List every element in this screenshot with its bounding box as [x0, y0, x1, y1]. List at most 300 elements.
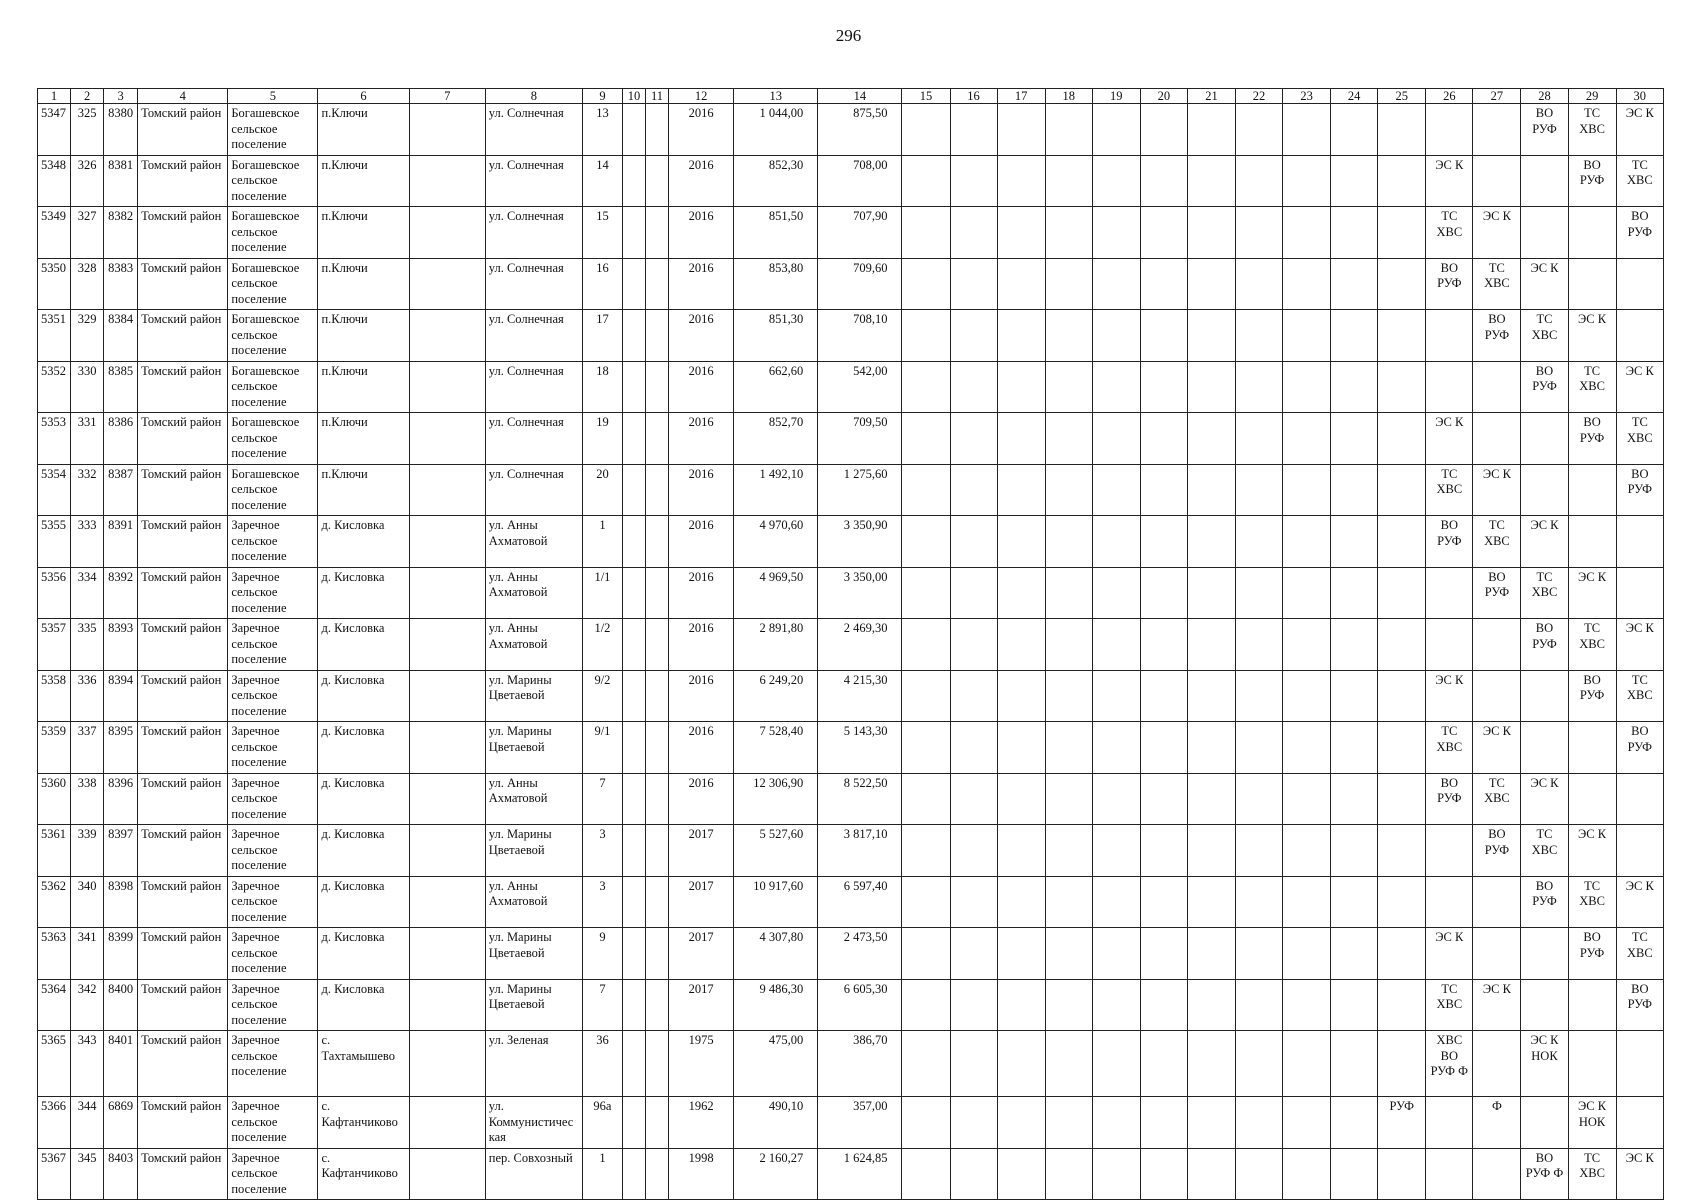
- table-cell: [997, 413, 1045, 465]
- table-cell: ВО РУФ: [1616, 464, 1663, 516]
- table-cell: 2017: [669, 876, 734, 928]
- table-cell: [1045, 155, 1092, 207]
- table-cell: 708,00: [818, 155, 902, 207]
- table-cell: [646, 310, 669, 362]
- table-cell: 2 891,80: [734, 619, 818, 671]
- table-cell: 5360: [38, 773, 71, 825]
- table-cell: Заречное сельское поселение: [228, 722, 318, 774]
- table-cell: [1426, 310, 1473, 362]
- table-cell: Томский район: [138, 413, 228, 465]
- table-cell: [1092, 979, 1140, 1031]
- table-cell: Заречное сельское поселение: [228, 773, 318, 825]
- table-cell: 5351: [38, 310, 71, 362]
- table-cell: [1092, 516, 1140, 568]
- column-header: 6: [318, 89, 409, 104]
- table-cell: с. Кафтанчиково: [318, 1097, 409, 1149]
- table-cell: Заречное сельское поселение: [228, 1031, 318, 1097]
- table-cell: 709,50: [818, 413, 902, 465]
- table-cell: [1045, 928, 1092, 980]
- table-cell: ТС ХВС: [1473, 258, 1521, 310]
- table-cell: Томский район: [138, 258, 228, 310]
- table-cell: [1521, 670, 1568, 722]
- table-cell: Томский район: [138, 1148, 228, 1200]
- table-cell: [950, 207, 997, 259]
- table-cell: [1283, 670, 1331, 722]
- table-cell: Заречное сельское поселение: [228, 567, 318, 619]
- table-cell: [1092, 258, 1140, 310]
- table-cell: [1568, 258, 1616, 310]
- table-cell: 1975: [669, 1031, 734, 1097]
- table-cell: д. Кисловка: [318, 979, 409, 1031]
- table-cell: [997, 104, 1045, 156]
- table-cell: 8 522,50: [818, 773, 902, 825]
- column-header: 24: [1331, 89, 1378, 104]
- table-cell: [1331, 773, 1378, 825]
- table-row: [38, 310, 1664, 362]
- table-cell: 18: [582, 361, 622, 413]
- table-cell: 1/2: [582, 619, 622, 671]
- table-cell: [1568, 516, 1616, 568]
- table-cell: [1187, 876, 1235, 928]
- table-cell: Заречное сельское поселение: [228, 1097, 318, 1149]
- table-cell: [1187, 567, 1235, 619]
- table-row: [38, 619, 1664, 671]
- table-cell: [646, 979, 669, 1031]
- table-cell: [1235, 310, 1282, 362]
- table-cell: [950, 413, 997, 465]
- table-cell: [1092, 1148, 1140, 1200]
- column-header: 22: [1235, 89, 1282, 104]
- table-cell: ул. Солнечная: [485, 361, 582, 413]
- table-cell: 1: [582, 516, 622, 568]
- table-cell: [950, 722, 997, 774]
- table-cell: Богашевское сельское поселение: [228, 104, 318, 156]
- table-cell: [997, 516, 1045, 568]
- table-cell: 331: [71, 413, 104, 465]
- table-cell: [1187, 1031, 1235, 1097]
- table-cell: [409, 258, 485, 310]
- table-cell: 3 350,90: [818, 516, 902, 568]
- table-cell: [1426, 1097, 1473, 1149]
- table-cell: ЭС К: [1568, 310, 1616, 362]
- table-cell: 17: [582, 310, 622, 362]
- column-header: 16: [950, 89, 997, 104]
- table-cell: [1092, 1031, 1140, 1097]
- table-cell: ул. Марины Цветаевой: [485, 670, 582, 722]
- table-cell: ул. Коммунистическая: [485, 1097, 582, 1149]
- table-cell: 20: [582, 464, 622, 516]
- table-cell: 475,00: [734, 1031, 818, 1097]
- table-cell: с. Кафтанчиково: [318, 1148, 409, 1200]
- table-cell: [1283, 619, 1331, 671]
- table-cell: 328: [71, 258, 104, 310]
- column-header: 14: [818, 89, 902, 104]
- table-cell: [1473, 413, 1521, 465]
- table-cell: 12 306,90: [734, 773, 818, 825]
- table-cell: [1331, 928, 1378, 980]
- table-cell: [902, 1031, 950, 1097]
- table-cell: ВО РУФ: [1521, 104, 1568, 156]
- table-cell: 5354: [38, 464, 71, 516]
- table-cell: п.Ключи: [318, 155, 409, 207]
- table-cell: [1473, 876, 1521, 928]
- table-cell: 96а: [582, 1097, 622, 1149]
- table-cell: [1045, 258, 1092, 310]
- table-cell: [409, 464, 485, 516]
- table-cell: [622, 104, 645, 156]
- table-cell: [1283, 876, 1331, 928]
- table-cell: Томский район: [138, 670, 228, 722]
- table-cell: 4 307,80: [734, 928, 818, 980]
- table-cell: [950, 516, 997, 568]
- table-cell: [1378, 104, 1426, 156]
- table-cell: [950, 1031, 997, 1097]
- table-cell: [1235, 464, 1282, 516]
- table-cell: д. Кисловка: [318, 619, 409, 671]
- table-cell: [1568, 979, 1616, 1031]
- table-cell: 1998: [669, 1148, 734, 1200]
- table-cell: [646, 104, 669, 156]
- table-cell: 3 817,10: [818, 825, 902, 877]
- table-cell: ЭС К: [1616, 619, 1663, 671]
- table-cell: [1187, 825, 1235, 877]
- table-cell: [1235, 979, 1282, 1031]
- table-cell: [1092, 773, 1140, 825]
- table-cell: [1568, 1031, 1616, 1097]
- table-cell: [902, 1148, 950, 1200]
- table-cell: 357,00: [818, 1097, 902, 1149]
- table-cell: ЭС К: [1426, 670, 1473, 722]
- table-cell: 8380: [104, 104, 138, 156]
- table-cell: 5350: [38, 258, 71, 310]
- table-cell: 2016: [669, 516, 734, 568]
- table-cell: [1235, 1097, 1282, 1149]
- table-cell: [1045, 825, 1092, 877]
- table-cell: [902, 670, 950, 722]
- table-cell: 6 597,40: [818, 876, 902, 928]
- table-cell: д. Кисловка: [318, 670, 409, 722]
- table-cell: 329: [71, 310, 104, 362]
- table-cell: [1378, 207, 1426, 259]
- table-cell: ТС ХВС: [1616, 670, 1663, 722]
- table-cell: [646, 567, 669, 619]
- table-cell: Заречное сельское поселение: [228, 876, 318, 928]
- table-cell: [646, 207, 669, 259]
- table-cell: [622, 155, 645, 207]
- table-cell: [1045, 1148, 1092, 1200]
- table-cell: 8395: [104, 722, 138, 774]
- table-cell: [902, 258, 950, 310]
- table-cell: 2016: [669, 207, 734, 259]
- column-header: 18: [1045, 89, 1092, 104]
- table-cell: [409, 928, 485, 980]
- table-cell: ВО РУФ: [1521, 619, 1568, 671]
- table-cell: [1283, 516, 1331, 568]
- table-cell: ТС ХВС: [1568, 104, 1616, 156]
- table-cell: 5353: [38, 413, 71, 465]
- table-cell: ТС ХВС: [1426, 722, 1473, 774]
- table-row: [38, 567, 1664, 619]
- table-cell: Томский район: [138, 722, 228, 774]
- table-cell: [1331, 979, 1378, 1031]
- table-cell: [409, 722, 485, 774]
- table-cell: ВО РУФ: [1473, 825, 1521, 877]
- table-cell: [646, 722, 669, 774]
- table-cell: [622, 876, 645, 928]
- table-cell: [950, 979, 997, 1031]
- table-cell: ХВС ВО РУФ Ф: [1426, 1031, 1473, 1097]
- register-table: [37, 88, 1664, 1200]
- table-row: [38, 670, 1664, 722]
- table-cell: [1331, 722, 1378, 774]
- table-cell: [646, 619, 669, 671]
- column-header: 15: [902, 89, 950, 104]
- table-cell: [1092, 464, 1140, 516]
- table-cell: [950, 310, 997, 362]
- table-cell: ВО РУФ: [1616, 722, 1663, 774]
- table-cell: [902, 619, 950, 671]
- table-cell: ЭС К НОК: [1568, 1097, 1616, 1149]
- table-cell: [1283, 1148, 1331, 1200]
- table-cell: [950, 104, 997, 156]
- table-cell: [902, 567, 950, 619]
- column-header: 30: [1616, 89, 1663, 104]
- table-cell: [409, 619, 485, 671]
- table-cell: 8397: [104, 825, 138, 877]
- table-cell: 2016: [669, 361, 734, 413]
- table-cell: [1045, 722, 1092, 774]
- table-cell: [997, 773, 1045, 825]
- table-cell: [622, 567, 645, 619]
- table-cell: ул. Солнечная: [485, 258, 582, 310]
- table-cell: ВО РУФ: [1426, 516, 1473, 568]
- table-cell: 344: [71, 1097, 104, 1149]
- table-cell: [1521, 155, 1568, 207]
- column-header: 17: [997, 89, 1045, 104]
- table-cell: [646, 825, 669, 877]
- table-cell: [1187, 619, 1235, 671]
- table-cell: [1331, 1097, 1378, 1149]
- table-cell: [622, 464, 645, 516]
- table-cell: [1140, 207, 1187, 259]
- table-cell: [1473, 1148, 1521, 1200]
- table-cell: [1140, 464, 1187, 516]
- table-cell: 2016: [669, 722, 734, 774]
- table-cell: 2 469,30: [818, 619, 902, 671]
- column-header: 4: [138, 89, 228, 104]
- table-cell: [902, 464, 950, 516]
- table-cell: Томский район: [138, 1031, 228, 1097]
- table-cell: [1235, 361, 1282, 413]
- table-cell: [902, 1097, 950, 1149]
- column-header: 7: [409, 89, 485, 104]
- table-cell: 1962: [669, 1097, 734, 1149]
- table-cell: [409, 516, 485, 568]
- table-cell: [1331, 361, 1378, 413]
- table-cell: [1045, 207, 1092, 259]
- table-cell: 2 473,50: [818, 928, 902, 980]
- table-cell: [1092, 1097, 1140, 1149]
- table-cell: [950, 773, 997, 825]
- table-cell: [622, 773, 645, 825]
- column-header: 13: [734, 89, 818, 104]
- table-cell: [1331, 1148, 1378, 1200]
- column-header: 28: [1521, 89, 1568, 104]
- table-cell: 5355: [38, 516, 71, 568]
- table-cell: [1378, 928, 1426, 980]
- table-cell: 5 527,60: [734, 825, 818, 877]
- table-cell: [997, 825, 1045, 877]
- table-cell: 338: [71, 773, 104, 825]
- table-cell: ул. Солнечная: [485, 464, 582, 516]
- table-cell: [902, 361, 950, 413]
- table-cell: 1 492,10: [734, 464, 818, 516]
- table-cell: [1521, 722, 1568, 774]
- table-cell: [902, 155, 950, 207]
- table-cell: ТС ХВС: [1616, 928, 1663, 980]
- table-cell: [1426, 825, 1473, 877]
- table-cell: [646, 361, 669, 413]
- table-cell: [1092, 155, 1140, 207]
- table-cell: [902, 310, 950, 362]
- table-cell: [1235, 825, 1282, 877]
- table-cell: [1140, 567, 1187, 619]
- table-cell: 8392: [104, 567, 138, 619]
- table-cell: 4 970,60: [734, 516, 818, 568]
- table-cell: Томский район: [138, 104, 228, 156]
- table-cell: ВО РУФ Ф: [1521, 1148, 1568, 1200]
- table-cell: 490,10: [734, 1097, 818, 1149]
- table-cell: 853,80: [734, 258, 818, 310]
- table-cell: 8396: [104, 773, 138, 825]
- table-cell: ТС ХВС: [1473, 516, 1521, 568]
- table-cell: [646, 670, 669, 722]
- table-cell: ЭС К: [1568, 825, 1616, 877]
- table-cell: [646, 258, 669, 310]
- table-cell: [1331, 155, 1378, 207]
- table-cell: 330: [71, 361, 104, 413]
- table-cell: 8387: [104, 464, 138, 516]
- table-cell: ВО РУФ: [1473, 567, 1521, 619]
- table-cell: ВО РУФ: [1616, 207, 1663, 259]
- table-cell: [902, 825, 950, 877]
- table-cell: Томский район: [138, 310, 228, 362]
- table-cell: ул. Солнечная: [485, 310, 582, 362]
- table-cell: Заречное сельское поселение: [228, 928, 318, 980]
- table-cell: 851,50: [734, 207, 818, 259]
- table-cell: [1283, 464, 1331, 516]
- table-cell: [622, 258, 645, 310]
- table-cell: [1187, 104, 1235, 156]
- table-cell: ТС ХВС: [1426, 464, 1473, 516]
- table-cell: Томский район: [138, 207, 228, 259]
- table-cell: ТС ХВС: [1568, 876, 1616, 928]
- table-row: [38, 1031, 1664, 1097]
- table-cell: [1140, 361, 1187, 413]
- table-cell: [1378, 310, 1426, 362]
- table-cell: [1426, 104, 1473, 156]
- table-cell: [1473, 1031, 1521, 1097]
- table-cell: [950, 825, 997, 877]
- table-cell: ВО РУФ: [1616, 979, 1663, 1031]
- table-cell: [1140, 619, 1187, 671]
- table-cell: ЭС К: [1473, 207, 1521, 259]
- table-row: [38, 1148, 1664, 1200]
- table-cell: [409, 207, 485, 259]
- table-cell: [1140, 722, 1187, 774]
- table-cell: [1283, 207, 1331, 259]
- table-cell: [1568, 773, 1616, 825]
- table-row: [38, 773, 1664, 825]
- table-cell: [1140, 310, 1187, 362]
- table-cell: [997, 876, 1045, 928]
- table-cell: [1140, 516, 1187, 568]
- table-cell: [409, 310, 485, 362]
- table-cell: 9 486,30: [734, 979, 818, 1031]
- table-cell: Томский район: [138, 773, 228, 825]
- table-cell: пер. Совхозный: [485, 1148, 582, 1200]
- table-cell: 8391: [104, 516, 138, 568]
- table-cell: 2017: [669, 979, 734, 1031]
- table-cell: 7: [582, 773, 622, 825]
- table-cell: ЭС К: [1616, 1148, 1663, 1200]
- table-cell: [1140, 1031, 1187, 1097]
- table-cell: [409, 104, 485, 156]
- table-cell: [409, 413, 485, 465]
- table-cell: д. Кисловка: [318, 773, 409, 825]
- table-cell: [1187, 979, 1235, 1031]
- table-cell: [1378, 516, 1426, 568]
- table-cell: ТС ХВС: [1521, 825, 1568, 877]
- table-cell: [622, 207, 645, 259]
- table-cell: ВО РУФ: [1426, 258, 1473, 310]
- table-cell: 7 528,40: [734, 722, 818, 774]
- table-cell: ВО РУФ: [1568, 928, 1616, 980]
- table-cell: ул. Анны Ахматовой: [485, 876, 582, 928]
- table-cell: [902, 516, 950, 568]
- table-row: [38, 825, 1664, 877]
- table-cell: [1521, 464, 1568, 516]
- table-cell: [1092, 825, 1140, 877]
- table-cell: [997, 979, 1045, 1031]
- table-cell: [1140, 155, 1187, 207]
- table-cell: [1235, 1031, 1282, 1097]
- table-cell: 5362: [38, 876, 71, 928]
- table-cell: ВО РУФ: [1521, 876, 1568, 928]
- table-cell: 542,00: [818, 361, 902, 413]
- table-cell: 332: [71, 464, 104, 516]
- table-cell: [1331, 104, 1378, 156]
- table-cell: 325: [71, 104, 104, 156]
- table-cell: [1283, 567, 1331, 619]
- table-cell: [1140, 979, 1187, 1031]
- table-cell: 1/1: [582, 567, 622, 619]
- table-cell: [409, 670, 485, 722]
- table-cell: Томский район: [138, 619, 228, 671]
- table-cell: п.Ключи: [318, 361, 409, 413]
- table-cell: [1045, 567, 1092, 619]
- table-cell: 19: [582, 413, 622, 465]
- table-cell: ЭС К: [1426, 928, 1473, 980]
- table-cell: [1092, 361, 1140, 413]
- table-cell: [409, 876, 485, 928]
- table-cell: ТС ХВС: [1568, 361, 1616, 413]
- table-cell: [1568, 207, 1616, 259]
- table-cell: ул. Анны Ахматовой: [485, 619, 582, 671]
- table-cell: 2016: [669, 670, 734, 722]
- table-cell: [1426, 1148, 1473, 1200]
- table-cell: [1378, 1031, 1426, 1097]
